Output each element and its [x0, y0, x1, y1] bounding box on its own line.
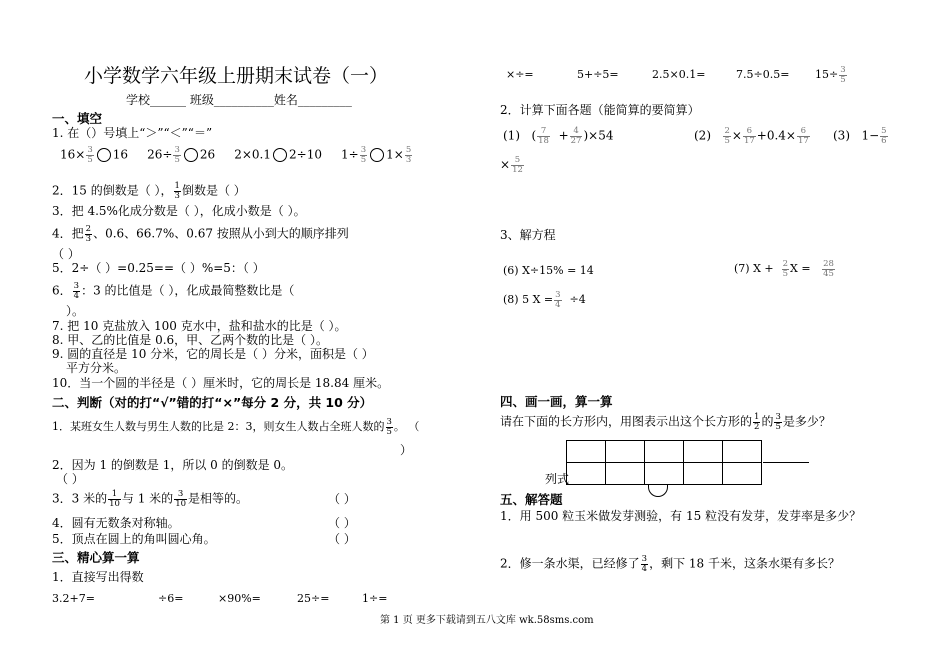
page-footer: 第 1 页 更多下载请到五八文库 wk.58sms.com [380, 615, 594, 626]
s3-row1-item: 1÷= [362, 592, 388, 605]
s1-q4: 4．把 $\frac{2}{3}$ 、0.6、66.7%、0.67 按照从小到大的顺序排列 [52, 224, 349, 244]
compare-circle[interactable] [97, 148, 111, 162]
s3-row2-item: 2.5×0.1= [652, 68, 706, 81]
s3-row2-item: 7.5÷0.5= [736, 68, 790, 81]
s3-row2-item: ×÷= [506, 68, 534, 81]
s5-q2: 2．修一条水渠，已经修了 $\frac{3}{4}$ ，剩下 18 千米，这条水渠有多长？ [500, 554, 840, 574]
rectangle-arc-mark [648, 485, 668, 497]
equation-6: (6) X÷15% = 14 [503, 264, 594, 277]
section-2-heading: 二、判断（对的打“√”错的打“×”每分 2 分，共 10 分） [52, 395, 373, 410]
school-class-name-line: 学校______ 班级__________姓名_________ [126, 93, 352, 107]
s5-q1: 1．用 500 粒玉米做发芽测验，有 15 粒没有发芽，发芽率是多少？ [500, 509, 862, 523]
s2-q2-paren: （ ） [56, 472, 84, 486]
section-4-heading: 四、画一画，算一算 [500, 394, 613, 409]
s2-q5-paren: （ ） [328, 532, 356, 546]
calc-2: (2) $\frac{2}{5}$ × $\frac{6}{17}$ +0.4× $\frac{6}{17}$ [694, 126, 809, 146]
s2-q1-tail: ） [400, 443, 413, 457]
compare-circle[interactable] [273, 148, 287, 162]
s3-row1-item: 25÷= [297, 592, 330, 605]
compare-circle[interactable] [370, 148, 384, 162]
s1-q1-text: 1. 在（）号填上“＞”“＜”“＝” [52, 126, 213, 140]
s1-q6: 6． $\frac{3}{4}$ ：3 的比值是（ ），化成最简整数比是（ [52, 281, 295, 301]
section-3-heading: 三、精心算一算 [52, 550, 140, 565]
s2-q3-paren: （ ） [328, 492, 356, 506]
s1-q6-tail: ）。 [66, 304, 85, 318]
s4-formula-label: 列式 [545, 472, 570, 486]
s3-row2-item: 15÷ $\frac{3}{5}$ [815, 65, 846, 85]
equation-8: (8) 5 X = $\frac{3}{4}$ ÷4 [503, 290, 586, 310]
calc-3: (3) 1− $\frac{5}{6}$ [833, 126, 887, 146]
s3-row1-item: ×90%= [218, 592, 261, 605]
s1-q10: 10．当一个圆的半径是（ ）厘米时，它的周长是 18.84 厘米。 [52, 376, 390, 390]
s1-q2: 2．15 的倒数是（ ）， $\frac{1}{3}$ 倒数是（ ） [52, 181, 246, 201]
s1-q1-row: 16× $\frac{3}{5}$ 16 26÷ $\frac{3}{5}$ 26 2×0.1 2÷10 1÷ $\frac{3}{5}$ 1× $\frac{5}{3}$ [60, 145, 412, 165]
s1-q3: 3．把 4.5%化成分数是（ ），化成小数是（ ）。 [52, 204, 306, 218]
equation-7: (7) X + $\frac{2}{5}$ X = $\frac{28}{45}$ [734, 259, 834, 279]
s1-q8: 8. 甲、乙的比值是 0.6，甲、乙两个数的比是（ ）。 [52, 333, 328, 347]
s3-sub3: 3、解方程 [500, 228, 556, 242]
s1-q9: 9. 圆的直径是 10 分米，它的周长是（ ）分米，面积是（ ） [52, 347, 374, 361]
s4-question: 请在下面的长方形内，用图表示出这个长方形的 $\frac{1}{2}$ 的 $\frac{3}{5}$ 是多少？ [500, 412, 831, 432]
rectangle-guide-line [763, 462, 809, 463]
s3-sub1: 1．直接写出得数 [52, 570, 144, 584]
section-5-heading: 五、解答题 [500, 492, 563, 507]
s2-q3: 3．3 米的 $\frac{1}{10}$ 与 1 米的 $\frac{3}{10}$ 是相等的。 [52, 489, 249, 509]
s1-q7: 7. 把 10 克盐放入 100 克水中，盐和盐水的比是（ ）。 [52, 319, 347, 333]
s3-row1-item: 3.2+7= [52, 592, 95, 605]
s2-q4: 4．圆有无数条对称轴。 [52, 516, 180, 530]
s2-q1: 1．某班女生人数与男生人数的比是 2：3，则女生人数占全班人数的 $\frac{3}{5}$ 。 （ [52, 417, 420, 437]
s1-q5: 5．2÷（ ）=0.25==（ ）%=5：（ ） [52, 261, 265, 275]
section-1-heading: 一、填空 [52, 111, 103, 126]
drawing-rectangle-grid[interactable] [566, 440, 762, 485]
calc-1: (1) ( $\frac{7}{18}$ + $\frac{4}{27}$ )×54 [503, 126, 614, 146]
s1-q4-answer: （ ） [52, 247, 80, 261]
page-title: 小学数学六年级上册期末试卷（一） [84, 65, 389, 87]
s3-sub2: 2．计算下面各题（能简算的要简算） [500, 103, 700, 117]
s2-q5: 5．顶点在圆上的角叫圆心角。 [52, 532, 216, 546]
s2-q4-paren: （ ） [328, 516, 356, 530]
s3-row2-item: 5+÷5= [577, 68, 619, 81]
s3-row1-item: ÷6= [158, 592, 184, 605]
s2-q2: 2．因为 1 的倒数是 1，所以 0 的倒数是 0。 [52, 458, 294, 472]
s1-q9-tail: 平方分米。 [66, 361, 127, 375]
compare-circle[interactable] [184, 148, 198, 162]
calc-3-tail: × $\frac{5}{12}$ [500, 155, 523, 175]
